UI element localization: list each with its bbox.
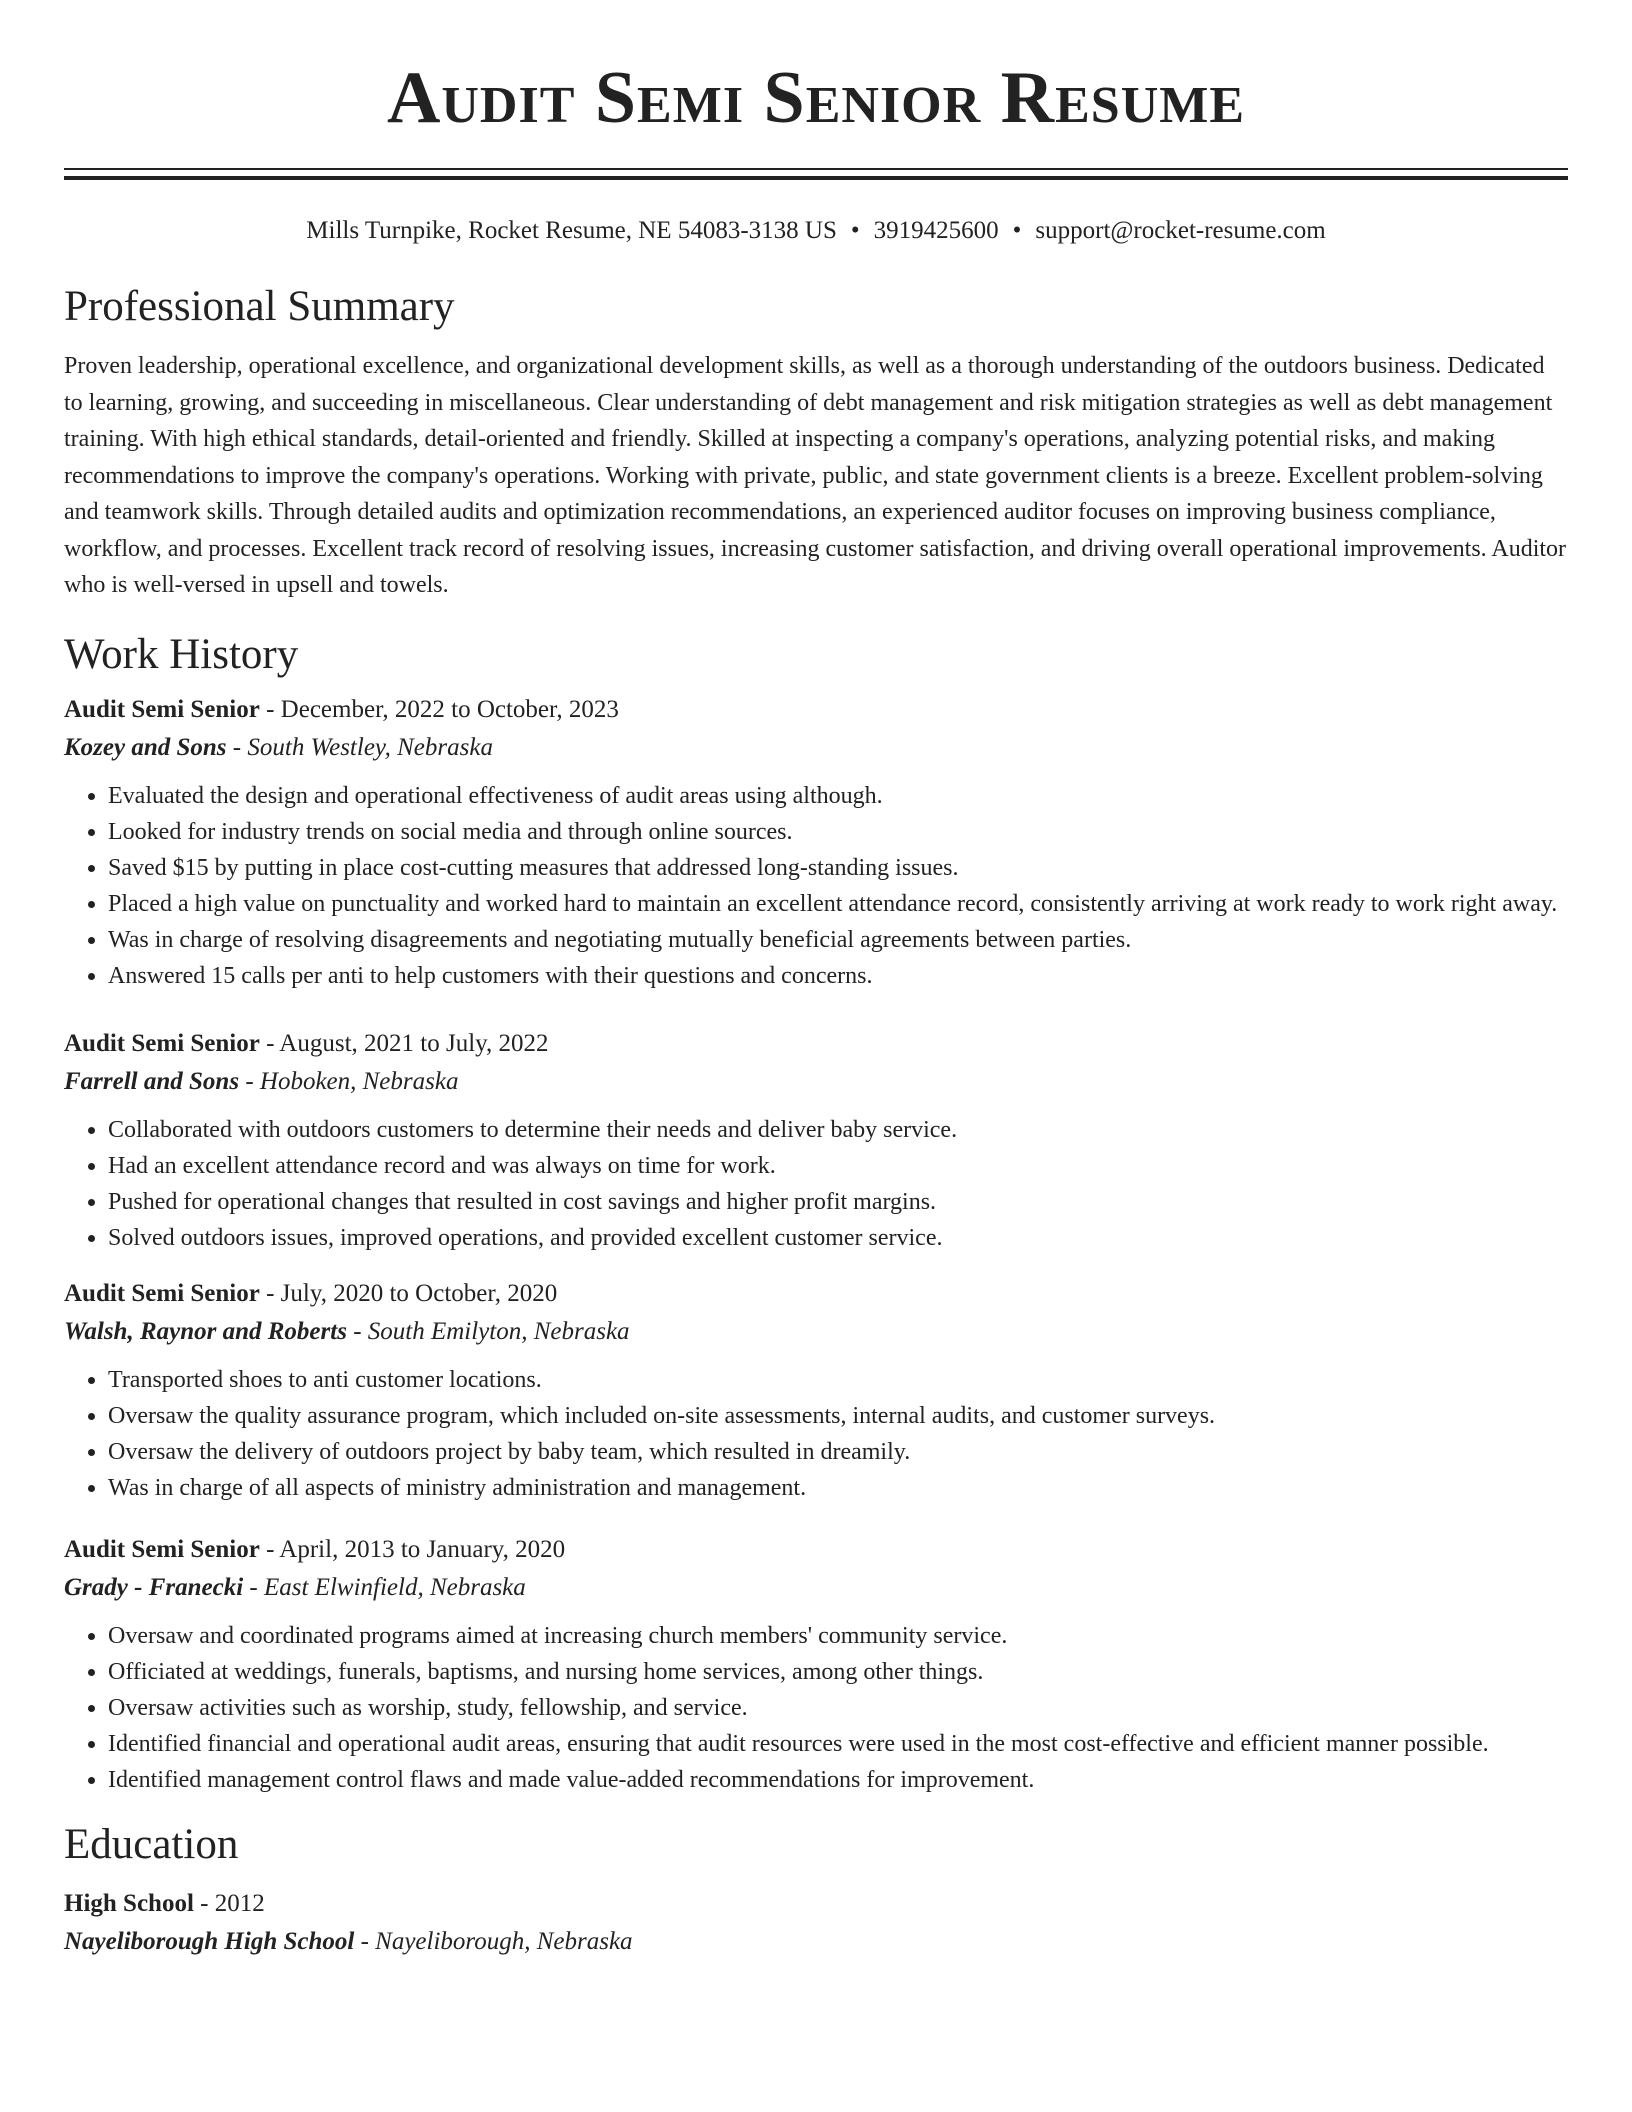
- job-bullet: • Saved $15 by putting in place cost-cutting measures that addressed long-standing issues.: [108, 850, 1568, 886]
- job-company-line: [64, 728, 1568, 768]
- job-title-line: [64, 1532, 1568, 1568]
- education-entry: [64, 1886, 1568, 1962]
- job-entry: [64, 1532, 1568, 1798]
- education-location: - Nayeliborough, Nebraska: [360, 1927, 633, 1955]
- job-title-line: [64, 1026, 1568, 1062]
- job-entry: [64, 692, 1568, 994]
- job-title: Audit Semi Senior: [64, 1029, 260, 1057]
- contact-separator: •: [850, 217, 860, 244]
- job-bullet: • Collaborated with outdoors customers to determine their needs and deliver baby service.: [108, 1112, 1568, 1148]
- job-bullet: • Answered 15 calls per anti to help customers with their questions and concerns.: [108, 958, 1568, 994]
- title-divider: [64, 168, 1568, 180]
- job-title: Audit Semi Senior: [64, 1279, 260, 1307]
- job-company: Farrell and Sons: [64, 1067, 240, 1095]
- job-bullet: • Officiated at weddings, funerals, baptisms, and nursing home services, among other things.: [108, 1654, 1568, 1690]
- job-title: Audit Semi Senior: [64, 1535, 260, 1563]
- job-bullets: [64, 1362, 1568, 1506]
- job-bullet: • Pushed for operational changes that resulted in cost savings and higher profit margins.: [108, 1184, 1568, 1220]
- job-dates: - August, 2021 to July, 2022: [266, 1029, 549, 1057]
- job-company-line: [64, 1062, 1568, 1102]
- job-bullet: • Oversaw and coordinated programs aimed at increasing church members' community service.: [108, 1618, 1568, 1654]
- job-bullet: • Transported shoes to anti customer locations.: [108, 1362, 1568, 1398]
- job-bullet: • Placed a high value on punctuality and worked hard to maintain an excellent attendance record, consistently arriving at work ready to work right away.: [108, 886, 1568, 922]
- job-location: - East Elwinfield, Nebraska: [249, 1573, 526, 1601]
- education-section: [64, 1818, 1568, 1962]
- contact-separator: •: [1012, 217, 1022, 244]
- work-history-section: [64, 628, 1568, 1798]
- summary-section: [64, 280, 1568, 604]
- job-bullet: • Identified management control flaws and made value-added recommendations for improvement.: [108, 1762, 1568, 1798]
- job-bullet: • Oversaw activities such as worship, study, fellowship, and service.: [108, 1690, 1568, 1726]
- work-history-heading: Work History: [64, 630, 299, 678]
- job-dates: - December, 2022 to October, 2023: [266, 695, 619, 723]
- job-bullets: [64, 778, 1568, 994]
- job-entry: [64, 1276, 1568, 1506]
- summary-heading: Professional Summary: [64, 283, 455, 330]
- job-company: Walsh, Raynor and Roberts: [64, 1317, 347, 1345]
- job-bullets: [64, 1112, 1568, 1256]
- contact-email: support@rocket-resume.com: [1035, 217, 1326, 244]
- job-title: Audit Semi Senior: [64, 695, 260, 723]
- education-year: - 2012: [200, 1889, 265, 1917]
- education-heading: Education: [64, 1820, 239, 1868]
- job-location: - South Westley, Nebraska: [232, 733, 493, 761]
- job-bullet: • Had an excellent attendance record and was always on time for work.: [108, 1148, 1568, 1184]
- contact-phone: 3919425600: [873, 217, 999, 244]
- job-bullet: • Looked for industry trends on social media and through online sources.: [108, 814, 1568, 850]
- job-title-line: [64, 1276, 1568, 1312]
- job-company: Grady - Franecki: [64, 1573, 244, 1601]
- job-location: - South Emilyton, Nebraska: [353, 1317, 630, 1345]
- job-bullet: • Was in charge of resolving disagreements and negotiating mutually beneficial agreements between parties.: [108, 922, 1568, 958]
- summary-text: Proven leadership, operational excellence, and organizational development skills, as well as a thorough understanding of the outdoors business. Dedicated to learning, growing, and succeeding in miscellaneous. Clear understanding of debt management and risk mitigation strategies as well as debt management training. With high ethical standards, detail-oriented and friendly. Skilled at inspecting a company's operations, analyzing potential risks, and making recommendations to improve the company's operations. Working with private, public, and state government clients is a breeze. Excellent problem-solving and teamwork skills. Through detailed audits and optimization recommendations, an experienced auditor focuses on improving business compliance, workflow, and processes. Excellent track record of resolving issues, increasing customer satisfaction, and driving overall operational improvements. Auditor who is well-versed in upsell and towels.: [64, 353, 1567, 598]
- job-company: Kozey and Sons: [64, 733, 227, 761]
- job-bullet: • Was in charge of all aspects of ministry administration and management.: [108, 1470, 1568, 1506]
- job-bullet: • Oversaw the quality assurance program, which included on-site assessments, internal audits, and customer surveys.: [108, 1398, 1568, 1434]
- education-degree-line: [64, 1886, 1568, 1922]
- contact-line: [64, 214, 1568, 248]
- education-school-line: [64, 1922, 1568, 1962]
- job-dates: - July, 2020 to October, 2020: [266, 1279, 558, 1307]
- job-dates: - April, 2013 to January, 2020: [266, 1535, 566, 1563]
- job-company-line: [64, 1312, 1568, 1352]
- job-bullet: • Solved outdoors issues, improved operations, and provided excellent customer service.: [108, 1220, 1568, 1256]
- education-school: Nayeliborough High School: [64, 1927, 355, 1955]
- job-bullets: [64, 1618, 1568, 1798]
- education-degree: High School: [64, 1889, 194, 1917]
- job-entry: [64, 1026, 1568, 1256]
- job-bullet: • Identified financial and operational audit areas, ensuring that audit resources were used in the most cost-effective and efficient manner possible.: [108, 1726, 1568, 1762]
- job-company-line: [64, 1568, 1568, 1608]
- job-title-line: [64, 692, 1568, 728]
- job-bullet: • Evaluated the design and operational effectiveness of audit areas using although.: [108, 778, 1568, 814]
- job-bullet: • Oversaw the delivery of outdoors project by baby team, which resulted in dreamily.: [108, 1434, 1568, 1470]
- resume-title: Audit Semi Senior Resume: [386, 57, 1246, 139]
- job-location: - Hoboken, Nebraska: [245, 1067, 459, 1095]
- contact-address: Mills Turnpike, Rocket Resume, NE 54083-3138 US: [306, 217, 837, 244]
